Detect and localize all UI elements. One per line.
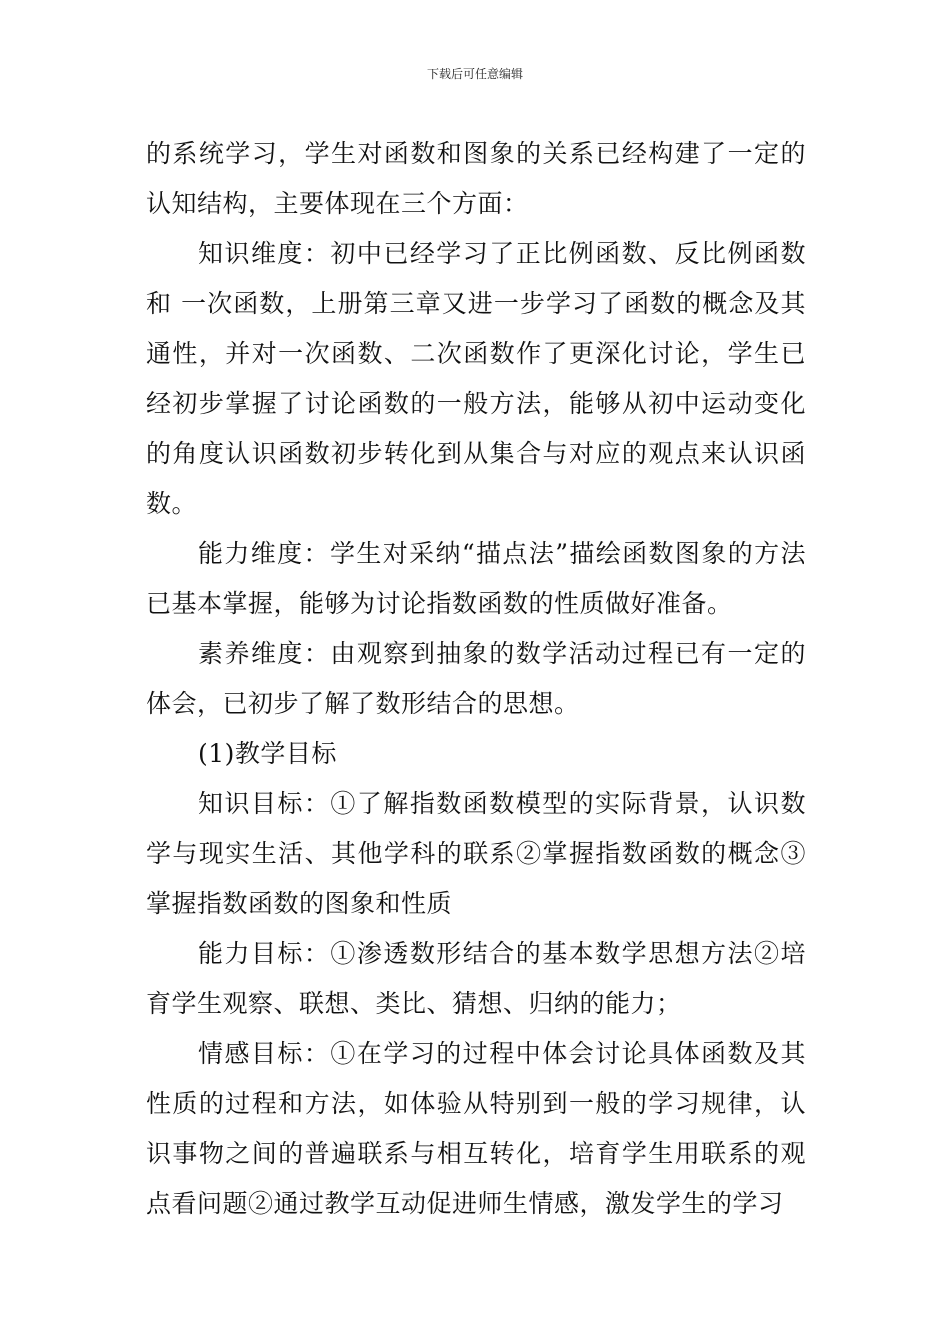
- paragraph-emotion-goals: 情感目标：①在学习的过程中体会讨论具体函数及其性质的过程和方法，如体验从特别到一般的学习规律，认识事物之间的普遍联系与相互转化，培育学生用联系的观点看问题②通过教学互动促进师生情感，激发学生的学习: [146, 1039, 806, 1218]
- paragraph-literacy-dimension: 素养维度：由观察到抽象的数学活动过程已有一定的体会，已初步了解了数形结合的思想。: [146, 639, 806, 718]
- paragraph-continuation: 的系统学习，学生对函数和图象的关系已经构建了一定的认知结构，主要体现在三个方面：: [146, 139, 806, 218]
- paragraph-knowledge-goals: 知识目标：①了解指数函数模型的实际背景，认识数学与现实生活、其他学科的联系②掌握指数函数的概念③掌握指数函数的图象和性质: [146, 789, 806, 918]
- document-body: [146, 129, 806, 1229]
- paragraph-ability-goals: 能力目标：①渗透数形结合的基本数学思想方法②培育学生观察、联想、类比、猜想、归纳的能力；: [146, 939, 806, 1018]
- paragraph-ability-dimension: 能力维度：学生对采纳“描点法”描绘函数图象的方法已基本掌握，能够为讨论指数函数的性质做好准备。: [146, 539, 806, 618]
- section-heading-teaching-goals: (1)教学目标: [198, 739, 337, 768]
- paragraph-knowledge-dimension: 知识维度：初中已经学习了正比例函数、反比例函数和 一次函数，上册第三章又进一步学习了函数的概念及其通性，并对一次函数、二次函数作了更深化讨论，学生已经初步掌握了讨论函数的一般方法，能够从初中运动变化的角度认识函数初步转化到从集合与对应的观点来认识函数。: [146, 239, 806, 518]
- page-header: 下载后可任意编辑: [426, 67, 523, 81]
